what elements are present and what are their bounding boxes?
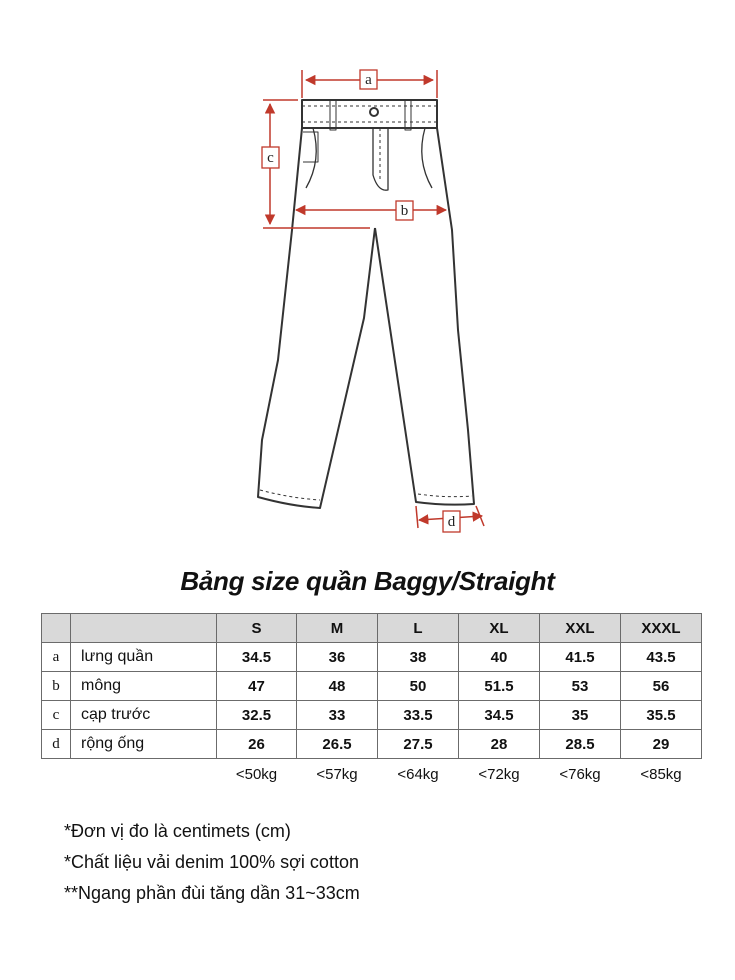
table-cell: 26.5 [297,730,378,759]
weight-cell: <50kg [235,765,278,783]
table-cell: 47 [217,672,297,701]
header-empty-label [71,614,217,643]
weight-row [42,759,702,790]
table-cell: 33 [297,701,378,730]
measure-a [302,70,437,98]
table-cell: 35.5 [621,701,702,730]
size-header: S [217,614,297,643]
row-label: rộng ống [71,730,217,759]
size-header: L [378,614,459,643]
note-thigh: **Ngang phần đùi tăng dần 31~33cm [64,883,360,903]
table-cell: 32.5 [217,701,297,730]
weight-cell: <57kg [316,765,358,783]
note-unit: *Đơn vị đo là centimets (cm) [64,821,291,841]
measure-d [416,506,484,532]
row-letter: d [42,730,71,759]
label-d: d [447,514,456,530]
table-cell: 56 [621,672,702,701]
table-cell: 29 [621,730,702,759]
table-cell: 34.5 [217,643,297,672]
row-label: cạp trước [71,701,217,730]
note-material: *Chất liệu vải denim 100% sợi cotton [64,852,359,872]
page-title: Bảng size quần Baggy/Straight [180,566,555,596]
weight-empty [42,759,71,790]
table-cell: 26 [217,730,297,759]
row-letter: b [42,672,71,701]
table-row [42,730,702,759]
table-cell: 33.5 [378,701,459,730]
measure-c [262,100,370,228]
table-row [42,701,702,730]
table-row [42,672,702,701]
label-a: a [365,72,372,88]
table-cell: 28 [459,730,540,759]
weight-cell: <72kg [478,765,520,783]
table-cell: 27.5 [378,730,459,759]
notes [64,818,360,911]
row-label: mông [71,672,217,701]
table-cell: 40 [459,643,540,672]
table-cell: 28.5 [540,730,621,759]
table-cell: 35 [540,701,621,730]
table-cell: 48 [297,672,378,701]
row-letter: a [42,643,71,672]
weight-cell: <76kg [559,765,601,783]
label-c: c [267,150,274,166]
weight-cell: <85kg [640,765,682,783]
size-header: XXL [540,614,621,643]
table-cell: 43.5 [621,643,702,672]
table-cell: 41.5 [540,643,621,672]
table-cell: 36 [297,643,378,672]
table-row [42,643,702,672]
row-label: lưng quần [71,643,217,672]
table-cell: 50 [378,672,459,701]
label-b: b [400,203,409,219]
size-table [41,613,702,789]
table-cell: 34.5 [459,701,540,730]
size-header-row [42,614,702,643]
size-header: M [297,614,378,643]
table-cell: 51.5 [459,672,540,701]
measure-b [296,201,446,220]
table-cell: 38 [378,643,459,672]
size-header: XXXL [621,614,702,643]
weight-empty [71,759,217,790]
weight-cell: <64kg [397,765,439,783]
header-empty-letter [42,614,71,643]
pants-outline [258,100,474,508]
row-letter: c [42,701,71,730]
table-cell: 53 [540,672,621,701]
size-header: XL [459,614,540,643]
